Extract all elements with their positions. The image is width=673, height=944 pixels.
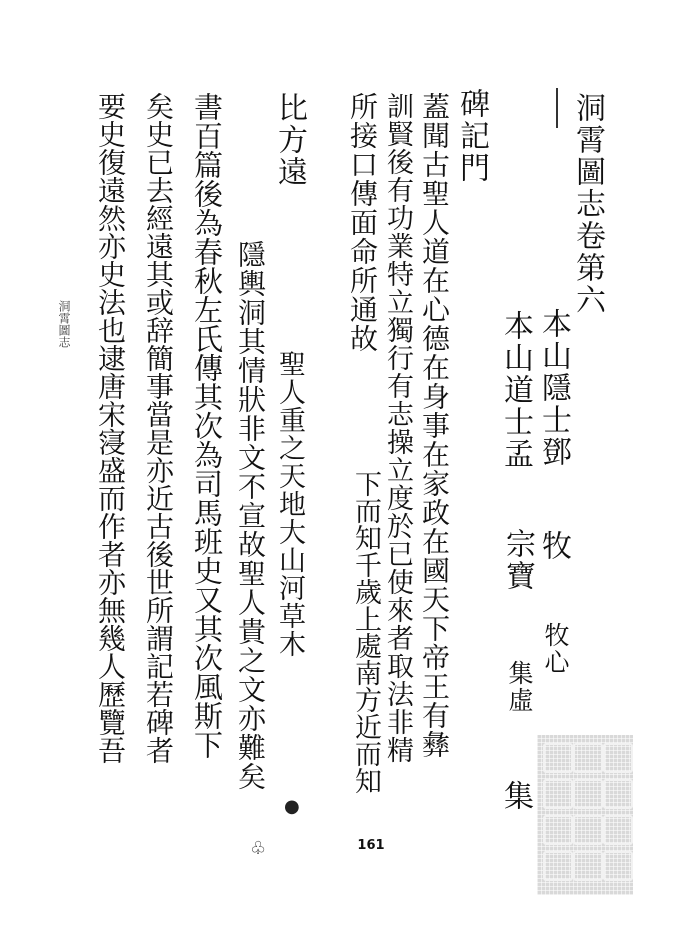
credit-name-2: 宗寶: [500, 528, 535, 592]
credit-role-2: 集: [498, 780, 533, 812]
body-column-2: 訓賢後有功業特立獨行有志操立度於已使來者取法非精: [382, 92, 413, 764]
credit-name-1: 牧: [536, 530, 571, 562]
section-heading: 碑記門: [454, 88, 489, 184]
ink-dot-mark: ●: [284, 796, 300, 817]
body-column-5: 隱輿洞其情狀非文不宣故聖人貴之文亦難矣: [234, 240, 267, 791]
credit-line-1: 本山隱士鄧: [536, 308, 571, 468]
library-seal-stamp: [537, 735, 633, 895]
page-number: 161: [357, 838, 385, 853]
body-column-3: 所接口傳面命所通故: [346, 92, 379, 353]
margin-rule: [556, 88, 558, 128]
body-column-1: 蓋聞古聖人道在心德在身事在家政在國天下帝王有彝: [418, 92, 451, 759]
credit-line-2: 本山道士孟: [498, 310, 533, 470]
body-column-8: 要史復遠然亦史法也逮唐宋寖盛而作者亦無幾人歷覽吾: [94, 92, 127, 764]
volume-title: 洞霄圖志卷第六: [570, 92, 605, 316]
credit-annot-2: 集虛: [505, 660, 534, 714]
body-column-4-note: 聖人重之天地大山河草木: [274, 350, 305, 658]
body-column-3-note: 下而知千歲上處南方近而知: [350, 470, 381, 794]
ink-swirl-mark: ♧: [250, 838, 267, 859]
body-column-4: 比方遠: [272, 92, 307, 188]
credit-annot-1: 牧心: [541, 622, 570, 676]
body-column-6: 書百篇後為春秋左氏傳其次為司馬班史又其次風斯下: [190, 92, 224, 759]
body-column-7: 矣史已去經遠其或辞簡事當是亦近古後世所謂記若碑者: [142, 92, 175, 764]
margin-label: 洞霄圖志: [57, 300, 71, 348]
